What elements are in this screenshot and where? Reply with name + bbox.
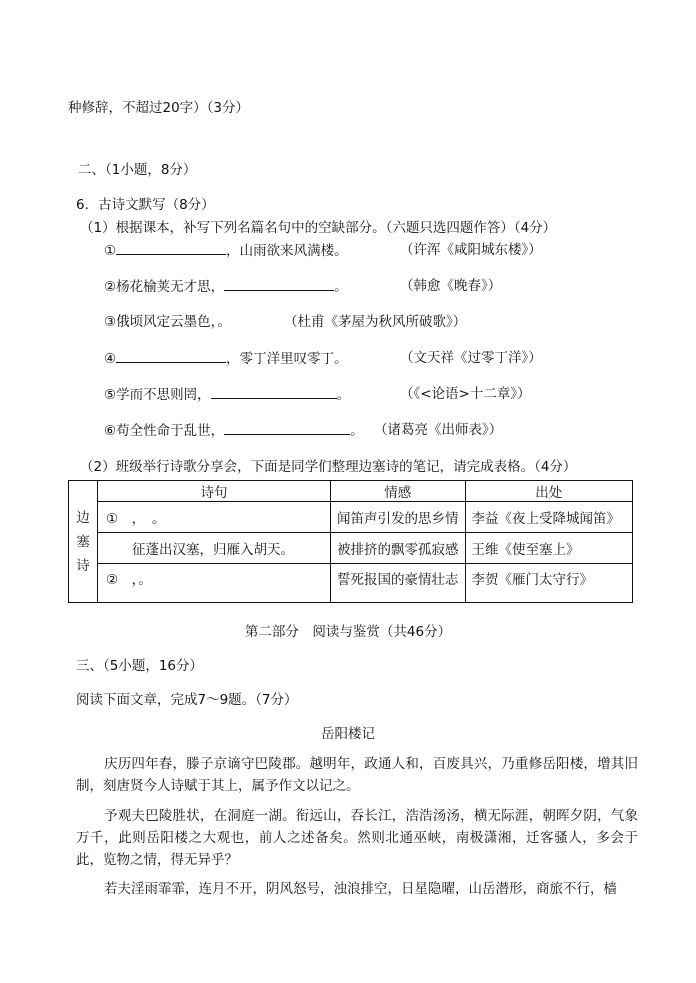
q6-sub1-instruction: （1）根据课本，补写下列名篇名句中的空缺部分。（六题只选四题作答）（4分） [80,220,557,236]
item-text: 。 [350,423,364,439]
recite-item-2 [104,276,502,297]
item-prefix: ⑤学而不思则罔， [104,387,211,403]
item-prefix: ③俄顷风定云墨色， [104,314,218,330]
item-text: 。 [334,279,348,295]
item-source: （《<论语>十二章》） [400,386,531,402]
row-emotion: 闻笛声引发的思乡情 [331,502,466,533]
q6-sub2-instruction: （2）班级举行诗歌分享会，下面是同学们整理边塞诗的笔记，请完成表格。（4分） [80,459,577,475]
essay-paragraph: 庆历四年春，滕子京谪守巴陵郡。越明年，政通人和，百废具兴，乃重修岳阳楼，增其旧制，刻唐贤今人诗赋于其上，属予作文以记之。 [76,756,638,794]
item-text: 。 [217,314,231,330]
item-source: （杜甫《茅屋为秋风所破歌》） [284,314,467,330]
row-poem: 征蓬出汉塞，归雁入胡天。 [98,533,331,564]
table-row [69,564,633,603]
row-source: 李贺《雁门太守行》 [465,564,633,603]
row-source: 王维《使至塞上》 [465,533,633,564]
recite-item-5 [104,384,531,405]
answer-blank[interactable] [224,420,350,435]
row-poem[interactable]: ② ，。 [98,564,331,603]
table-header-row [69,481,633,502]
side-label: 边塞诗 [69,481,98,603]
item-source: （诸葛亮《出师表》） [374,422,503,438]
frontier-poem-table [68,480,633,603]
item-prefix: ②杨花榆荚无才思， [104,279,225,295]
top-fragment: 种修辞，不超过20字）（3分） [68,100,250,116]
q6-title: 6．古诗文默写（8分） [76,197,215,213]
item-text: ，山雨欲来风满楼。 [226,243,348,259]
item-source: （许浑《咸阳城东楼》） [400,242,542,258]
row-emotion: 誓死报国的豪情壮志 [331,564,466,603]
header-emotion: 情感 [331,481,466,502]
recite-item-1 [104,240,542,261]
recite-item-6 [104,420,503,441]
answer-blank[interactable] [224,276,334,291]
item-prefix: ⑥苟全性命于乱世， [104,423,225,439]
row-emotion: 被排挤的飘零孤寂感 [331,533,466,564]
essay-paragraph: 予观夫巴陵胜状，在洞庭一湖。衔远山，吞长江，浩浩汤汤，横无际涯，朝晖夕阴，气象万千，此则岳阳楼之大观也，前人之述备矣。然则北通巫峡，南极潇湘，迁客骚人，多会于此，览物之情，得无异乎？ [76,808,638,868]
table-row [69,533,633,564]
row-poem[interactable]: ① ， 。 [98,502,331,533]
answer-blank[interactable] [116,348,226,363]
section2-header: 二、（1小题，8分） [78,162,197,178]
header-poem: 诗句 [98,481,331,502]
section3-header: 三、（5小题，16分） [76,658,204,674]
item-prefix: ① [104,243,117,259]
table-row [69,502,633,533]
essay-title: 岳阳楼记 [321,726,375,742]
recite-item-3 [104,312,467,332]
item-source: （文天祥《过零丁洋》） [400,350,542,366]
part2-title: 第二部分 阅读与鉴赏（共46分） [244,624,452,640]
item-text: ，零丁洋里叹零丁。 [226,351,348,367]
recite-item-4 [104,348,542,369]
header-source: 出处 [465,481,633,502]
reading-instruction: 阅读下面文章，完成7～9题。（7分） [76,692,298,708]
answer-blank[interactable] [116,240,226,255]
item-source: （韩愈《晚春》） [400,278,502,294]
answer-blank[interactable] [211,384,337,399]
item-prefix: ④ [104,351,117,367]
item-text: 。 [336,387,351,403]
essay-paragraph: 若夫淫雨霏霏，连月不开，阴风怒号，浊浪排空，日星隐曜，山岳潜形，商旅不行，樯 [104,881,617,897]
row-source: 李益《夜上受降城闻笛》 [465,502,633,533]
